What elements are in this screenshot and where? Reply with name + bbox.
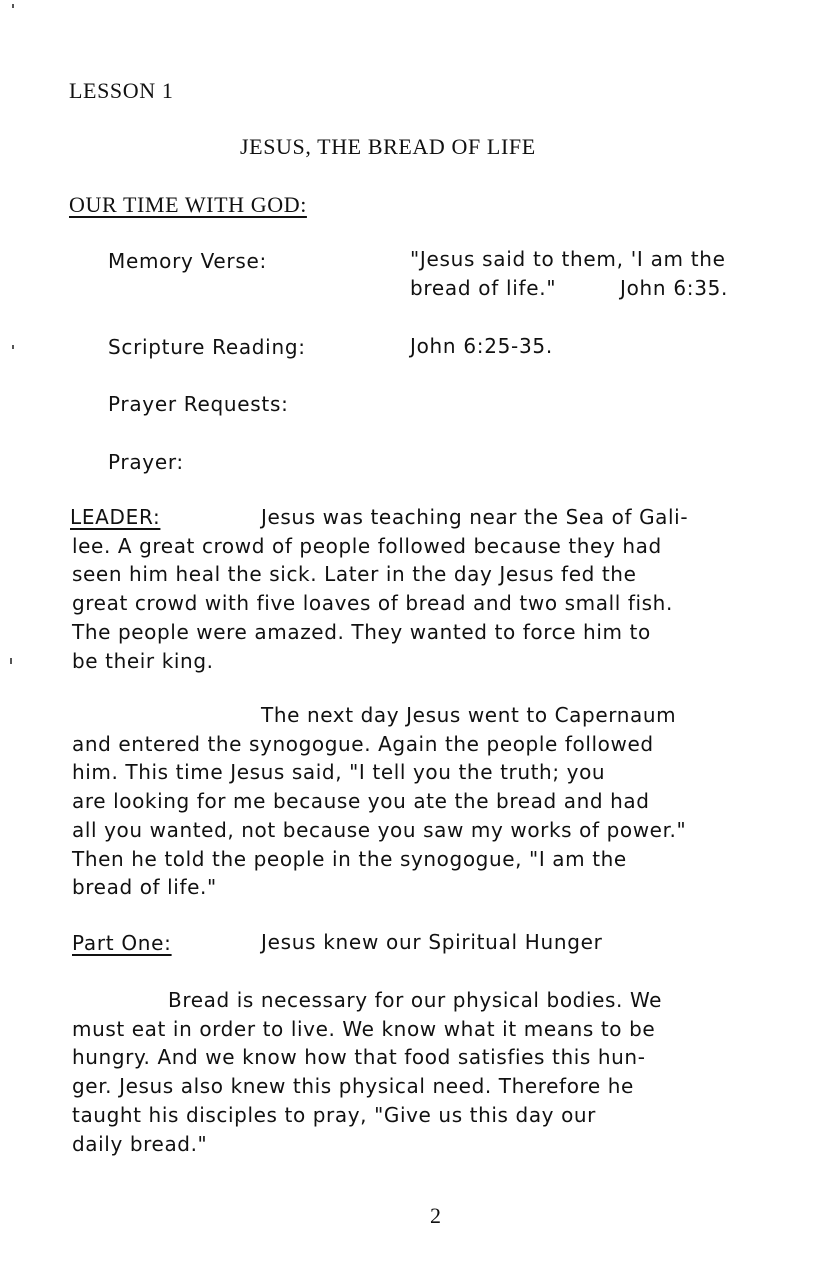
paragraph-line: him. This time Jesus said, "I tell you the truth; you: [72, 760, 606, 785]
paragraph-line: Jesus was teaching near the Sea of Gali-: [261, 505, 689, 529]
paragraph-line: daily bread.": [72, 1131, 208, 1156]
memory-verse-text-line1: "Jesus said to them, 'I am the: [410, 247, 726, 271]
memory-verse-text-line2: bread of life.": [410, 276, 557, 300]
scripture-reading-value: John 6:25-35.: [410, 334, 553, 358]
part-one-paragraph: [72, 986, 758, 1158]
paragraph-line: taught his disciples to pray, "Give us this day our: [72, 1102, 597, 1127]
paragraph-line: Then he told the people in the synogogue, "I am the: [72, 846, 627, 871]
paragraph-line: all you wanted, not because you saw my works of power.": [72, 817, 687, 842]
paragraph-line: great crowd with five loaves of bread and two small fish.: [72, 591, 673, 616]
paragraph-line: and entered the synogogue. Again the people followed: [72, 731, 654, 756]
leader-paragraph-1: [72, 503, 758, 675]
paragraph-line: are looking for me because you ate the bread and had: [72, 789, 650, 814]
paragraph-line: The next day Jesus went to Capernaum: [261, 703, 677, 727]
scan-speck: [10, 658, 12, 664]
paragraph-line: Bread is necessary for our physical bodies. We: [168, 988, 663, 1012]
scan-speck: [12, 4, 14, 8]
leader-label: LEADER:: [70, 505, 161, 529]
prayer-requests-label: Prayer Requests:: [108, 392, 289, 416]
paragraph-line: be their king.: [72, 648, 214, 673]
leader-paragraph-2: [72, 701, 758, 902]
memory-verse-reference: John 6:35.: [620, 276, 729, 300]
paragraph-line: lee. A great crowd of people followed because they had: [72, 533, 662, 558]
page-number: 2: [430, 1203, 442, 1228]
scripture-reading-label: Scripture Reading:: [108, 335, 306, 359]
paragraph-line: ger. Jesus also knew this physical need. Therefore he: [72, 1074, 634, 1099]
paragraph-line: The people were amazed. They wanted to force him to: [72, 619, 651, 644]
paragraph-line: must eat in order to live. We know what it means to be: [72, 1016, 656, 1041]
scan-speck: [12, 345, 14, 349]
part-one-title: Jesus knew our Spiritual Hunger: [261, 930, 603, 954]
time-with-god-heading: OUR TIME WITH GOD:: [69, 192, 307, 217]
lesson-number: LESSON 1: [69, 78, 174, 103]
paragraph-line: bread of life.": [72, 875, 217, 900]
lesson-title: JESUS, THE BREAD OF LIFE: [240, 134, 536, 159]
memory-verse-label: Memory Verse:: [108, 249, 267, 273]
paragraph-line: seen him heal the sick. Later in the day Jesus fed the: [72, 562, 637, 587]
prayer-label: Prayer:: [108, 450, 184, 474]
part-one-label: Part One:: [72, 931, 172, 955]
paragraph-line: hungry. And we know how that food satisfies this hun-: [72, 1045, 646, 1070]
